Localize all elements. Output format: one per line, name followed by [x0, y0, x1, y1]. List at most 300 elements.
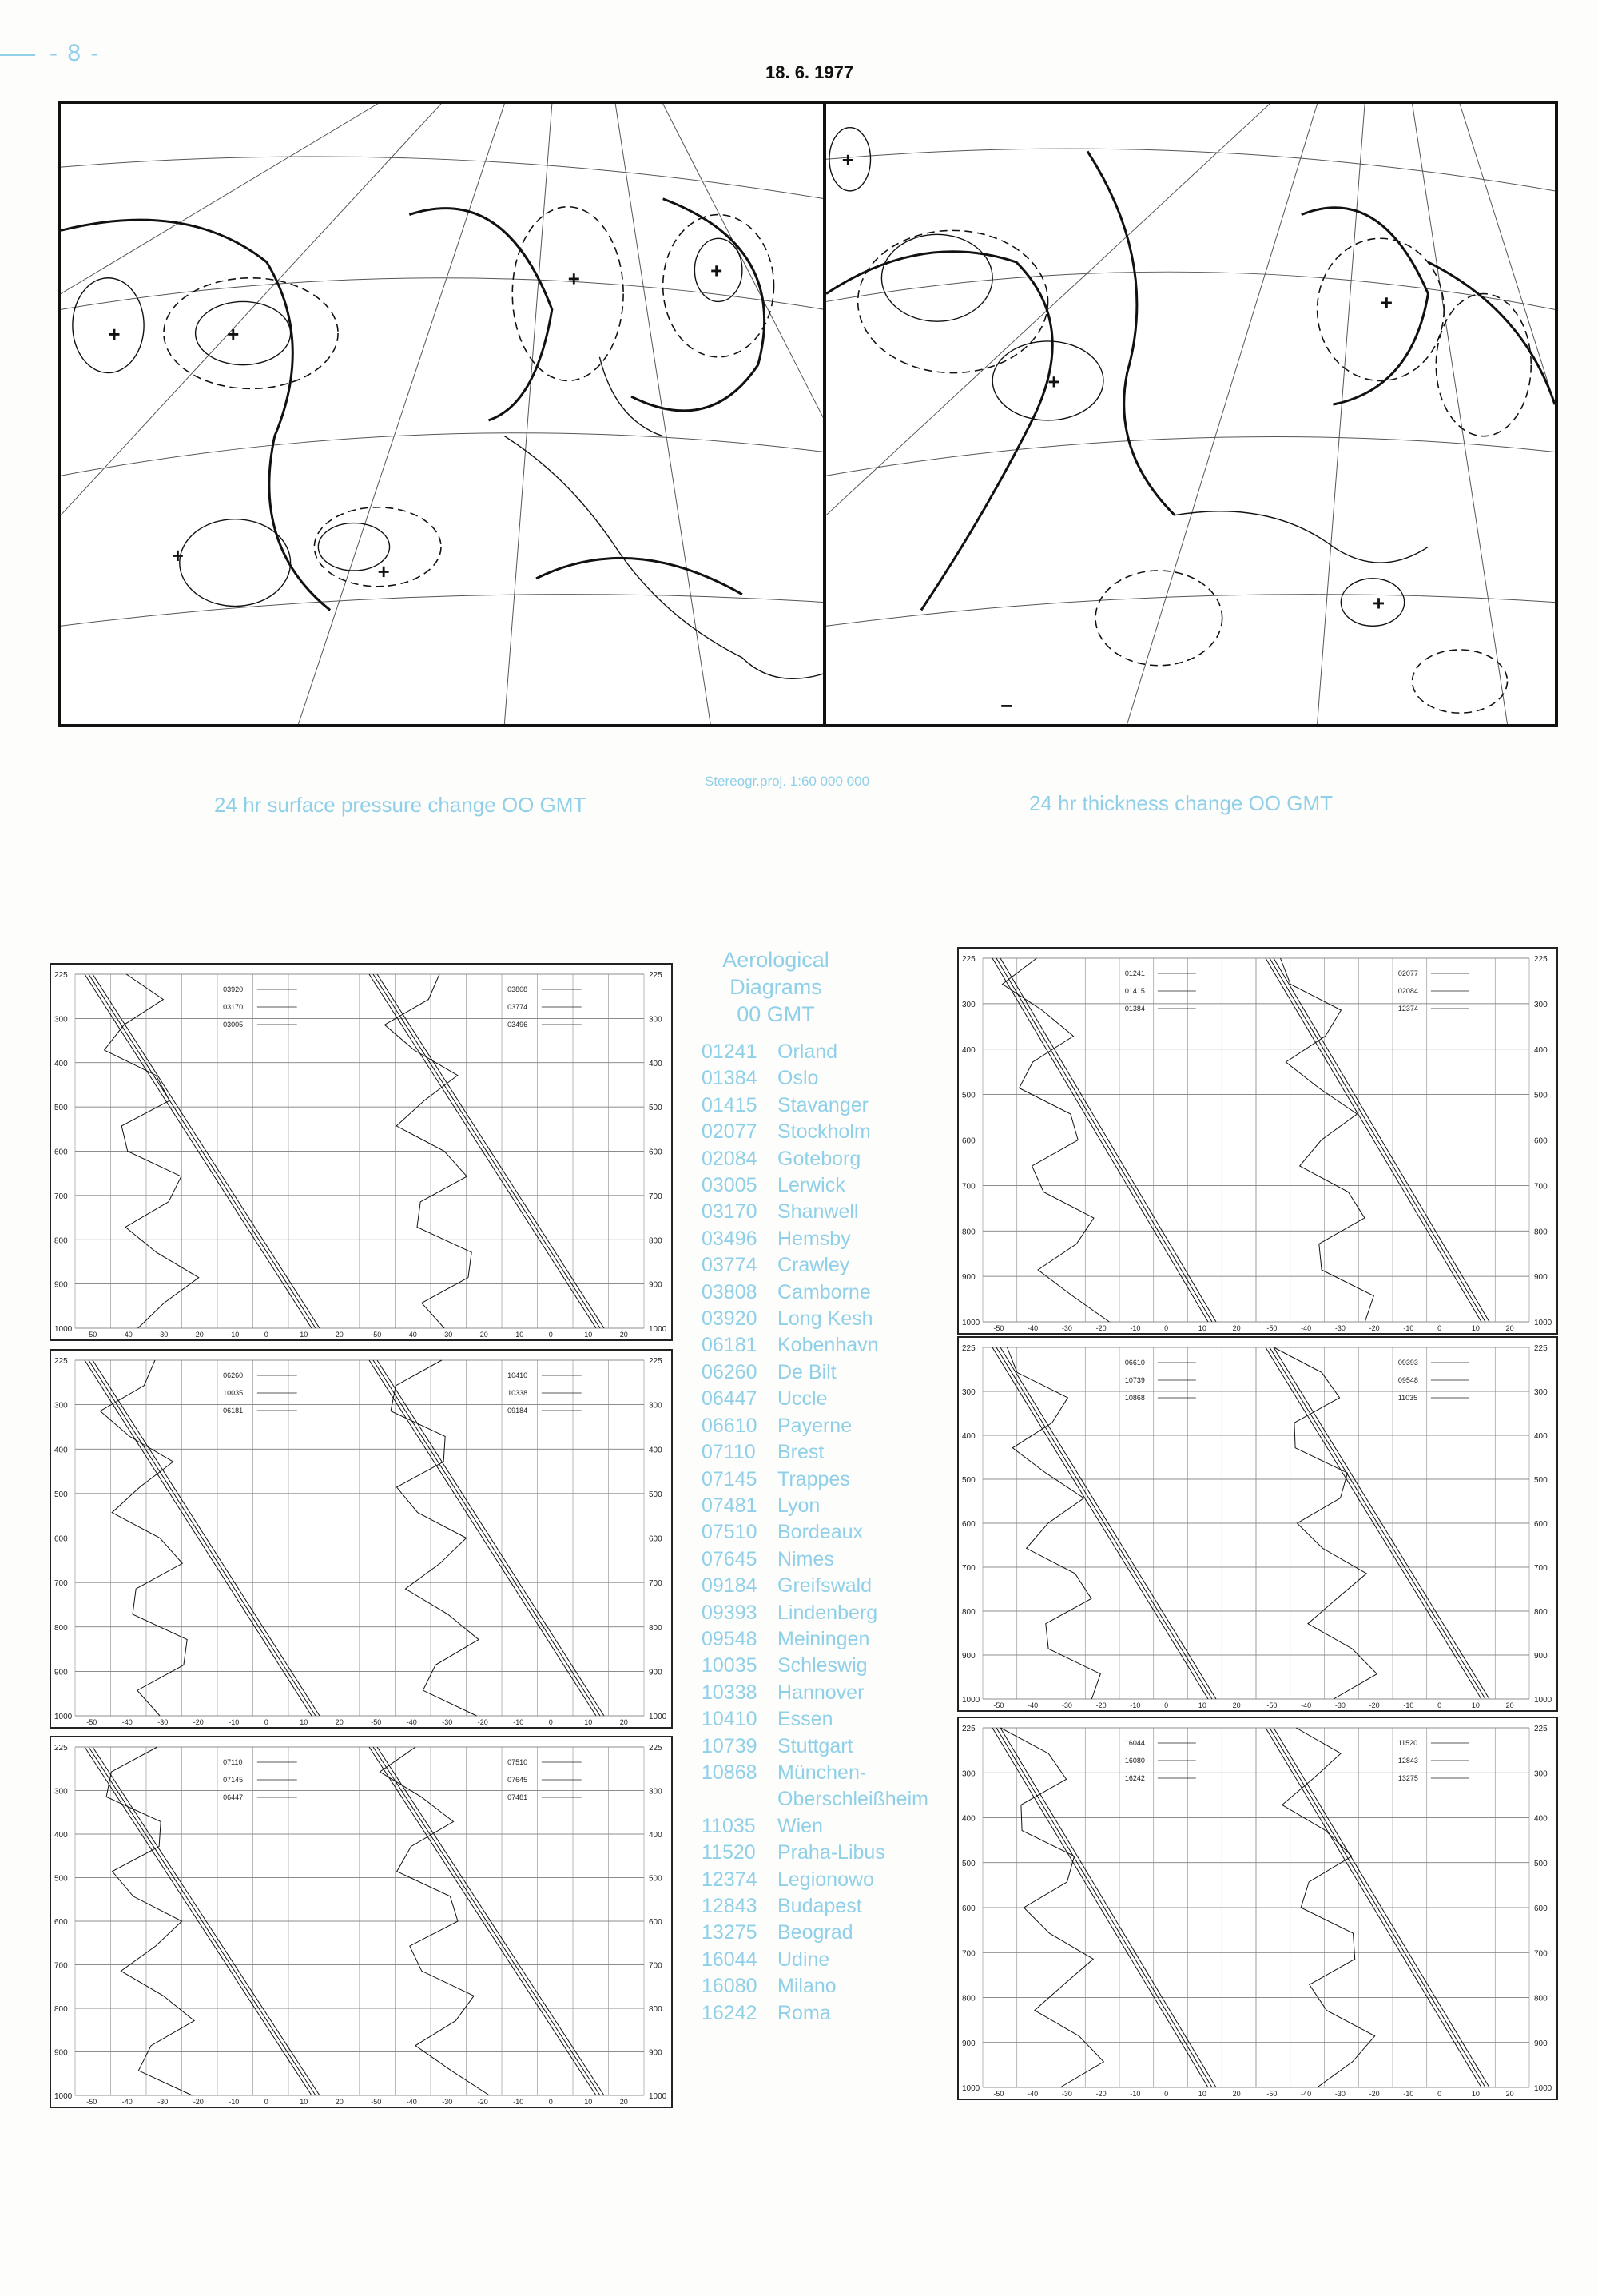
station-name: Wien	[777, 1814, 823, 1837]
station-name: Milano	[777, 1975, 837, 1998]
pressure-label: 300	[54, 1401, 68, 1411]
temperature-label: -30	[442, 1331, 453, 1339]
station-name: Praha-Libus	[777, 1841, 885, 1864]
temperature-label: -10	[229, 2098, 240, 2106]
pressure-label: 400	[649, 1059, 662, 1068]
station-name: Trappes	[777, 1467, 850, 1490]
station-code-label: 10868	[1124, 1394, 1145, 1402]
pressure-label: 700	[649, 1192, 662, 1201]
temperature-label: 10	[300, 2098, 308, 2106]
pressure-label: 800	[1534, 1608, 1548, 1617]
station-name: Bordeaux	[777, 1521, 864, 1544]
pressure-label: 400	[54, 1446, 68, 1455]
station-code: 11520	[702, 1841, 756, 1864]
station-code: 07645	[702, 1547, 757, 1570]
temperature-label: 20	[1232, 2090, 1241, 2098]
station-code-label: 01241	[1124, 969, 1145, 977]
station-name: Uccle	[777, 1387, 828, 1411]
pressure-label: 225	[962, 1344, 976, 1353]
station-code-label: 13275	[1397, 1774, 1418, 1782]
station-code-label: 12843	[1397, 1757, 1418, 1765]
pressure-label: 800	[1534, 1228, 1548, 1237]
temperature-label: 10	[1198, 1324, 1206, 1332]
temperature-label: 10	[1471, 1324, 1480, 1332]
station-code: 10868	[702, 1761, 757, 1784]
pressure-label: 400	[1534, 1432, 1548, 1441]
station-list-item	[702, 1626, 928, 1653]
station-code-label: 07510	[507, 1758, 528, 1766]
pressure-label: 300	[54, 1015, 68, 1025]
station-code-label: 06260	[223, 1371, 244, 1379]
temperature-label: 20	[335, 1718, 344, 1726]
temperature-label: -10	[229, 1718, 240, 1726]
station-code-label: 09548	[1397, 1376, 1418, 1384]
temperature-label: 20	[619, 2098, 628, 2106]
aerological-diagram-panel	[957, 947, 1558, 1335]
pressure-label: 500	[962, 1091, 976, 1100]
station-code-label: 06181	[223, 1407, 244, 1415]
thickness-change-map-drawing	[826, 104, 1555, 724]
page-rule	[0, 54, 35, 56]
temperature-label: 0	[264, 2098, 268, 2106]
pressure-label: 1000	[649, 1713, 667, 1721]
temperature-label: 10	[584, 1331, 593, 1339]
pressure-label: 1000	[54, 1713, 73, 1721]
station-code-label: 03774	[507, 1003, 528, 1011]
pressure-label: 600	[649, 1534, 662, 1544]
station-list-item	[702, 1920, 928, 1946]
temperature-label: -50	[86, 1718, 97, 1726]
station-name: Oslo	[777, 1067, 819, 1090]
pressure-label: 600	[649, 1918, 662, 1927]
station-code: 03808	[702, 1280, 757, 1303]
station-list-item	[702, 2000, 928, 2027]
temperature-label: -30	[1061, 1324, 1072, 1332]
aerological-diagram-drawing	[959, 1718, 1556, 2099]
pressure-label: 600	[1534, 1904, 1548, 1913]
station-code-label: 09393	[1397, 1359, 1418, 1367]
pressure-label: 700	[54, 1192, 68, 1201]
station-name: Meiningen	[777, 1627, 870, 1650]
station-list-item	[702, 1733, 928, 1760]
station-code: 02077	[702, 1120, 757, 1144]
aerological-diagram-drawing	[959, 949, 1556, 1333]
station-code: 12843	[702, 1895, 757, 1917]
temperature-label: -10	[513, 1718, 524, 1726]
pressure-label: 500	[1534, 1091, 1548, 1100]
pressure-label: 700	[54, 1961, 68, 1971]
temperature-label: -20	[1095, 2090, 1107, 2098]
temperature-label: 0	[1164, 1701, 1169, 1709]
temperature-label: 0	[548, 2098, 553, 2106]
temperature-label: -50	[371, 2098, 382, 2106]
svg-text:+: +	[841, 149, 854, 173]
station-list-item	[702, 1706, 928, 1733]
pressure-label: 300	[1534, 1388, 1548, 1397]
pressure-label: 400	[962, 1045, 976, 1055]
temperature-label: -30	[442, 1718, 453, 1726]
svg-text:+: +	[567, 268, 580, 291]
aerological-diagram-drawing	[959, 1338, 1556, 1710]
pressure-label: 400	[649, 1831, 662, 1840]
pressure-label: 225	[1534, 955, 1548, 964]
station-list-item	[702, 1840, 928, 1866]
pressure-label: 800	[1534, 1994, 1548, 2004]
station-name: Stuttgart	[777, 1734, 853, 1757]
station-code-label: 03170	[223, 1003, 244, 1011]
station-name: Roma	[777, 2001, 831, 2024]
station-code: 01384	[702, 1067, 757, 1090]
page-number: - 8 -	[50, 40, 101, 66]
temperature-label: 20	[335, 2098, 344, 2106]
pressure-label: 300	[649, 1401, 662, 1411]
pressure-label: 900	[649, 1668, 662, 1677]
pressure-label: 225	[1534, 1344, 1548, 1353]
projection-note: Stereogr.proj. 1:60 000 000	[705, 774, 870, 789]
temperature-label: -50	[993, 1701, 1004, 1709]
temperature-label: -20	[1095, 1324, 1107, 1332]
temperature-label: -10	[513, 1331, 524, 1339]
station-name: Camborne	[777, 1280, 871, 1303]
pressure-label: 225	[649, 1357, 662, 1366]
pressure-label: 225	[649, 1744, 662, 1753]
thickness-change-map	[823, 101, 1558, 727]
station-code-label: 03808	[507, 985, 528, 993]
pressure-label: 700	[649, 1961, 662, 1971]
station-list-item	[702, 1252, 928, 1279]
station-list-item	[702, 1332, 928, 1359]
station-code: 11035	[702, 1814, 756, 1837]
pressure-label: 800	[54, 1236, 68, 1246]
station-list-item	[702, 1653, 928, 1679]
pressure-label: 300	[54, 1787, 68, 1797]
temperature-label: -30	[1061, 2090, 1072, 2098]
station-code-label: 10035	[223, 1389, 244, 1397]
svg-text:+: +	[1373, 592, 1385, 615]
station-name: Udine	[777, 1948, 830, 1971]
station-list-item	[702, 1786, 928, 1813]
pressure-label: 600	[1534, 1520, 1548, 1529]
station-code-label: 02077	[1397, 969, 1418, 977]
station-code: 13275	[702, 1921, 757, 1944]
station-name: Lyon	[777, 1494, 821, 1517]
station-name: Schleswig	[777, 1654, 868, 1677]
temperature-label: 10	[584, 1718, 593, 1726]
pressure-label: 500	[54, 1104, 68, 1113]
temperature-label: -40	[406, 2098, 417, 2106]
pressure-label: 300	[962, 1769, 976, 1779]
pressure-label: 500	[54, 1490, 68, 1499]
station-code: 12374	[702, 1868, 757, 1891]
temperature-label: 0	[1437, 2090, 1442, 2098]
pressure-label: 400	[1534, 1045, 1548, 1055]
pressure-label: 900	[1534, 2039, 1548, 2048]
station-name: Orland	[777, 1041, 838, 1063]
station-code: 07510	[702, 1521, 757, 1544]
pressure-label: 300	[649, 1787, 662, 1797]
temperature-label: -40	[1301, 2090, 1312, 2098]
pressure-label: 800	[962, 1994, 976, 2004]
temperature-label: -50	[1266, 1324, 1278, 1332]
pressure-label: 1000	[962, 1696, 980, 1705]
temperature-label: -20	[1369, 2090, 1380, 2098]
pressure-label: 500	[962, 1859, 976, 1868]
pressure-label: 600	[962, 1520, 976, 1529]
station-list	[702, 1039, 928, 2027]
pressure-label: 800	[649, 1236, 662, 1246]
temperature-label: -30	[157, 1331, 169, 1339]
temperature-label: 0	[264, 1331, 268, 1339]
station-code: 02084	[702, 1147, 757, 1170]
temperature-label: -30	[157, 1718, 169, 1726]
station-code: 03774	[702, 1254, 757, 1277]
pressure-label: 600	[962, 1136, 976, 1146]
station-name: Kobenhavn	[777, 1334, 879, 1357]
station-code-label: 03005	[223, 1021, 244, 1029]
pressure-label: 400	[1534, 1814, 1548, 1824]
pressure-label: 500	[54, 1874, 68, 1884]
station-list-item	[702, 1867, 928, 1893]
temperature-label: -40	[406, 1331, 417, 1339]
pressure-label: 1000	[962, 1319, 980, 1327]
temperature-label: -30	[1334, 1324, 1346, 1332]
svg-text:+: +	[227, 323, 240, 346]
station-list-item	[702, 1973, 928, 2000]
pressure-label: 225	[962, 955, 976, 964]
station-code-label: 16242	[1124, 1774, 1145, 1782]
station-list-item	[702, 1439, 928, 1466]
temperature-label: -10	[513, 2098, 524, 2106]
station-list-item	[702, 1760, 928, 1786]
temperature-label: 20	[335, 1331, 344, 1339]
temperature-label: -20	[477, 1718, 488, 1726]
station-code-label: 06610	[1124, 1359, 1145, 1367]
pressure-label: 500	[1534, 1859, 1548, 1868]
aerological-title-line1: Aerological	[722, 948, 829, 972]
station-code: 03005	[702, 1174, 757, 1197]
station-code: 16044	[702, 1948, 757, 1971]
pressure-label: 1000	[54, 1325, 73, 1334]
temperature-label: -20	[193, 1718, 204, 1726]
station-code: 01241	[702, 1041, 757, 1063]
pressure-label: 600	[54, 1148, 68, 1157]
pressure-label: 600	[54, 1918, 68, 1927]
temperature-label: -50	[1266, 2090, 1278, 2098]
station-code-label: 07645	[507, 1776, 528, 1784]
station-code-label: 10410	[507, 1371, 528, 1379]
pressure-label: 800	[962, 1608, 976, 1617]
temperature-label: 0	[548, 1331, 553, 1339]
pressure-label: 900	[649, 1280, 662, 1290]
pressure-label: 900	[962, 2039, 976, 2048]
temperature-label: -40	[1028, 2090, 1039, 2098]
pressure-label: 800	[649, 2005, 662, 2014]
station-name: Lerwick	[777, 1174, 845, 1197]
station-list-item	[702, 1226, 928, 1252]
pressure-label: 800	[962, 1228, 976, 1237]
pressure-label: 300	[1534, 1000, 1548, 1009]
pressure-label: 500	[962, 1476, 976, 1485]
pressure-label: 800	[649, 1623, 662, 1633]
station-code-label: 11520	[1397, 1739, 1418, 1747]
temperature-label: 10	[584, 2098, 593, 2106]
station-code-label: 01415	[1124, 987, 1145, 995]
pressure-label: 225	[54, 1744, 68, 1753]
pressure-label: 1000	[1534, 1696, 1552, 1705]
station-list-item	[702, 1546, 928, 1573]
temperature-label: -50	[1266, 1701, 1278, 1709]
temperature-label: 10	[1198, 1701, 1206, 1709]
svg-text:+: +	[108, 323, 121, 346]
aerological-diagram-drawing	[51, 965, 671, 1339]
station-code-label: 11035	[1397, 1394, 1418, 1402]
pressure-label: 700	[1534, 1949, 1548, 1959]
temperature-label: -10	[1403, 2090, 1414, 2098]
pressure-label: 900	[962, 1652, 976, 1661]
svg-text:−: −	[1000, 695, 1013, 718]
pressure-label: 400	[962, 1814, 976, 1824]
svg-text:+: +	[171, 545, 184, 568]
temperature-label: -20	[477, 1331, 488, 1339]
pressure-label: 600	[962, 1904, 976, 1913]
temperature-label: 0	[1164, 2090, 1169, 2098]
temperature-label: -10	[1130, 2090, 1141, 2098]
station-name: Long Kesh	[777, 1307, 873, 1331]
pressure-label: 600	[1534, 1136, 1548, 1146]
station-name: Crawley	[777, 1254, 850, 1277]
temperature-label: -40	[1028, 1324, 1039, 1332]
station-code: 10410	[702, 1708, 757, 1731]
svg-text:+: +	[1047, 371, 1060, 394]
pressure-label: 900	[54, 1280, 68, 1290]
pressure-label: 800	[54, 1623, 68, 1633]
station-list-item	[702, 1493, 928, 1519]
temperature-label: 0	[264, 1718, 268, 1726]
temperature-label: -40	[121, 1718, 133, 1726]
station-code-label: 07481	[507, 1793, 528, 1801]
station-list-item	[702, 1813, 928, 1840]
station-code-label: 07145	[223, 1776, 244, 1784]
temperature-label: 10	[1471, 2090, 1480, 2098]
pressure-label: 400	[54, 1059, 68, 1068]
temperature-label: -20	[1095, 1701, 1107, 1709]
pressure-label: 700	[1534, 1182, 1548, 1192]
station-code: 10338	[702, 1681, 757, 1704]
aerological-diagram-drawing	[51, 1737, 671, 2107]
station-code-label: 10338	[507, 1389, 528, 1397]
station-code-label: 06447	[223, 1793, 244, 1801]
station-name: Nimes	[777, 1547, 834, 1570]
station-list-item	[702, 1600, 928, 1626]
pressure-label: 500	[649, 1874, 662, 1884]
station-code: 16242	[702, 2001, 757, 2024]
svg-text:+: +	[1380, 292, 1393, 315]
station-name: Greifswald	[777, 1574, 873, 1598]
temperature-label: -50	[371, 1718, 382, 1726]
station-code: 03496	[702, 1227, 757, 1250]
temperature-label: 20	[1505, 1701, 1514, 1709]
station-code-label: 01384	[1124, 1005, 1145, 1013]
station-code-label: 16044	[1124, 1739, 1145, 1747]
temperature-label: -30	[157, 2098, 169, 2106]
left-map-caption: 24 hr surface pressure change OO GMT	[214, 793, 586, 817]
aerological-title-line3: 00 GMT	[737, 1002, 815, 1026]
temperature-label: 10	[1471, 1701, 1480, 1709]
temperature-label: 0	[548, 1718, 553, 1726]
station-name: Legionowo	[777, 1868, 874, 1891]
aerological-diagram-panel	[50, 1736, 673, 2108]
station-name: Beograd	[777, 1921, 853, 1944]
temperature-label: -40	[121, 2098, 133, 2106]
temperature-label: -10	[1130, 1701, 1141, 1709]
station-list-item	[702, 1466, 928, 1493]
temperature-label: -30	[1334, 1701, 1346, 1709]
station-list-item	[702, 1199, 928, 1225]
station-list-item	[702, 1119, 928, 1145]
pressure-label: 900	[962, 1273, 976, 1283]
temperature-label: 20	[1232, 1324, 1241, 1332]
aerological-title	[700, 946, 852, 1028]
station-name: Shanwell	[777, 1200, 859, 1224]
pressure-label: 700	[962, 1949, 976, 1959]
temperature-label: -10	[1403, 1324, 1414, 1332]
pressure-label: 1000	[649, 2092, 667, 2101]
station-name: Stavanger	[777, 1093, 869, 1116]
pressure-label: 800	[54, 2005, 68, 2014]
pressure-label: 600	[649, 1148, 662, 1157]
pressure-label: 400	[962, 1432, 976, 1441]
pressure-label: 900	[54, 2048, 68, 2058]
station-list-item	[702, 1573, 928, 1599]
aerological-diagram-panel	[957, 1336, 1558, 1712]
pressure-label: 900	[649, 2048, 662, 2058]
temperature-label: -40	[121, 1331, 133, 1339]
station-code-label: 16080	[1124, 1757, 1145, 1765]
temperature-label: -40	[406, 1718, 417, 1726]
station-list-item	[702, 1893, 928, 1920]
pressure-label: 400	[54, 1831, 68, 1840]
pressure-change-map	[58, 101, 828, 727]
temperature-label: -50	[993, 2090, 1004, 2098]
temperature-label: -20	[193, 2098, 204, 2106]
station-code: 09393	[702, 1601, 757, 1624]
temperature-label: -30	[1334, 2090, 1346, 2098]
station-code-label: 12374	[1397, 1005, 1418, 1013]
station-code-label: 03496	[507, 1021, 528, 1029]
temperature-label: -20	[193, 1331, 204, 1339]
station-name: Budapest	[777, 1895, 862, 1917]
pressure-label: 1000	[1534, 2084, 1552, 2093]
station-code: 06260	[702, 1360, 757, 1383]
pressure-label: 700	[649, 1579, 662, 1589]
station-code: 06447	[702, 1387, 757, 1411]
temperature-label: -40	[1301, 1324, 1312, 1332]
station-name: Lindenberg	[777, 1601, 878, 1624]
pressure-label: 225	[54, 971, 68, 980]
station-code: 10035	[702, 1654, 757, 1677]
station-name: De Bilt	[777, 1360, 837, 1383]
temperature-label: -50	[371, 1331, 382, 1339]
pressure-label: 700	[962, 1564, 976, 1573]
temperature-label: -50	[993, 1324, 1004, 1332]
pressure-label: 1000	[649, 1325, 667, 1334]
temperature-label: 0	[1437, 1701, 1442, 1709]
temperature-label: -20	[1369, 1701, 1380, 1709]
temperature-label: 20	[1505, 2090, 1514, 2098]
pressure-label: 1000	[962, 2084, 980, 2093]
station-list-item	[702, 1386, 928, 1412]
station-name: Essen	[777, 1708, 833, 1731]
